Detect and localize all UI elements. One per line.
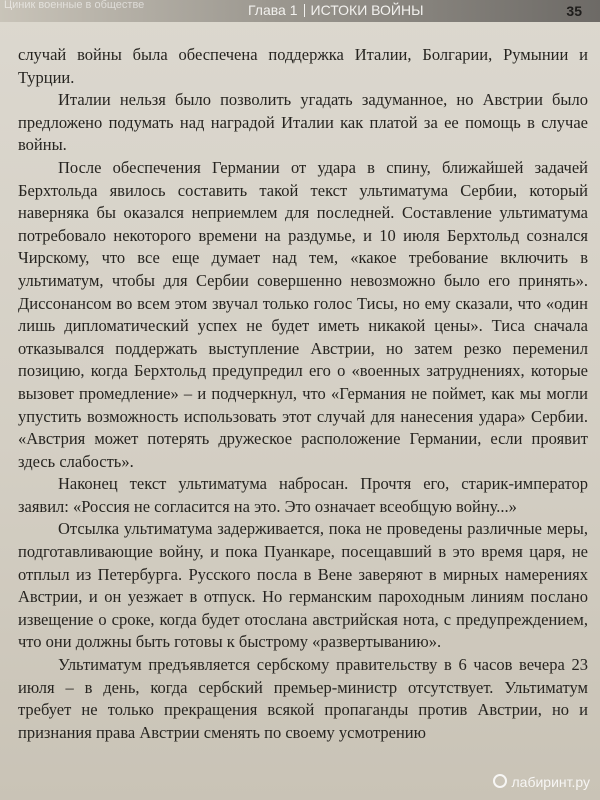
paragraph: Ультиматум предъявляется сербскому правительству в 6 часов вечера 23 июля – в день, когда сербский премьер-министр отсутствует. Ультиматум требует не только прекращения всякой пропаганды против Австрии, но и признания права Австрии сменять по своему усмотрению — [18, 655, 588, 742]
watermark — [493, 774, 590, 790]
watermark-text: лабиринт.ру — [511, 774, 590, 790]
paragraph: Отсылка ультиматума задерживается, пока не проведены различные меры, подготавливающие войну, и пока Пуанкаре, посещавший в это время царя, не отплыл из Петербурга. Русского посла в Вене заверяют в мирных намерениях Австрии, и он уезжает в отпуск. Но германским пароходным линиям послано извещение о сроке, когда будет отослана австрийская нота, с предупреждением, что они должны быть готовы к быстрому «развертыванию». — [18, 519, 588, 652]
header-divider — [304, 4, 305, 17]
globe-icon — [493, 774, 507, 788]
chapter-number: 1 — [289, 2, 298, 18]
page-number: 35 — [566, 3, 582, 19]
running-header — [0, 0, 600, 22]
paragraph: Италии нельзя было позволить угадать задуманное, но Австрии было предложено подумать над наградой Италии как платой за ее помощь в случае войны. — [18, 90, 588, 155]
body-text — [18, 44, 588, 744]
chapter-heading — [248, 2, 423, 18]
chapter-label: Глава — [248, 2, 286, 18]
paragraph: После обеспечения Германии от удара в спину, ближайшей задачей Берхтольда явилось составить такой текст ультиматума Сербии, который наверняка бы оказался неприемлем для последней. Составление ультиматума потребовало некоторого времени на раздумье, и 10 июля Берхтольд сознался Чирскому, что все еще думает над тем, «какое требование включить в ультиматум, чтобы для Сербии совершенно невозможно было его принять». Диссонансом во всем этом звучал только голос Тисы, но ему сказали, что «один лишь дипломатический успех не будет иметь никакой цены». Тиса сначала отказывался поддержать выступление Австрии, но затем резко переменил позицию, когда Берхтольд предупредил его о «военных затруднениях, которые вызовет промедление» – и подчеркнул, что «Германия не поймет, как мы могли упустить возможность использовать этот случай для нанесения удара» Сербии. «Австрия может потерять дружеское расположение Германии, если проявит здесь слабость». — [18, 157, 588, 471]
paragraph: случай войны была обеспечена поддержка Италии, Болгарии, Румынии и Турции. — [18, 45, 588, 87]
chapter-title: ИСТОКИ ВОЙНЫ — [310, 2, 424, 18]
running-header-faded-text: Циник военные в обществе — [4, 0, 145, 10]
paragraph: Наконец текст ультиматума набросан. Прочтя его, старик-император заявил: «Россия не согласится на это. Это означает всеобщую войну...» — [18, 474, 588, 516]
